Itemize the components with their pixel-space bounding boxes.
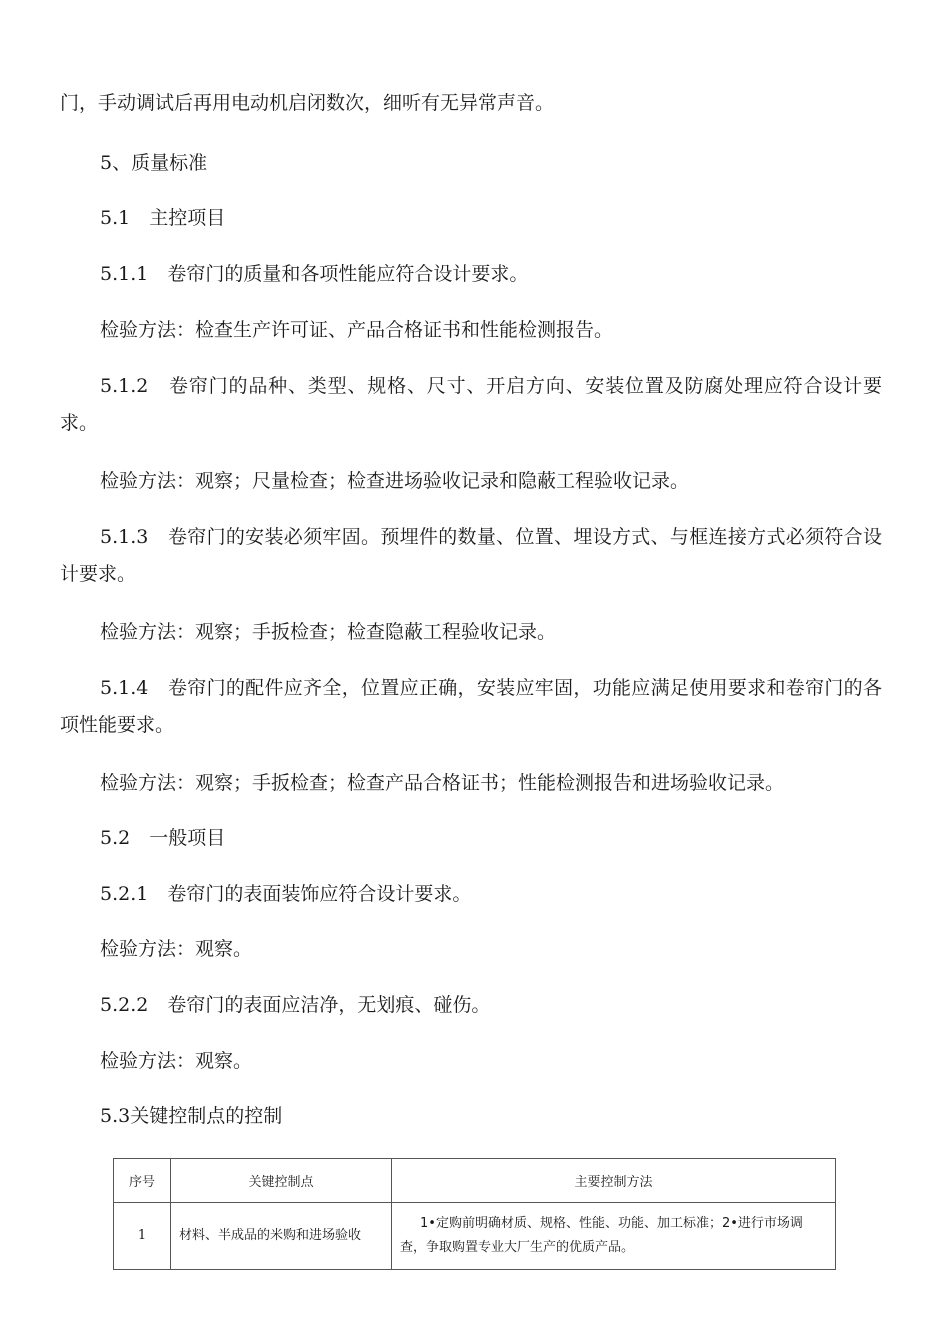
- inspection-method: 检验方法：观察。: [100, 1050, 253, 1072]
- key-control-table: [113, 1158, 836, 1270]
- clause-text: 5.1.3 卷帘门的安装必须牢固。预埋件的数量、位置、埋设方式、与框连接方式必须符合设计要求。: [60, 526, 882, 585]
- inspection-method: 检验方法：观察；手扳检查；检查产品合格证书；性能检测报告和进场验收记录。: [100, 772, 785, 794]
- header-control-method: 主要控制方法: [392, 1159, 836, 1203]
- table-header-row: [114, 1159, 836, 1203]
- clause-text: 5.1.2 卷帘门的品种、类型、规格、尺寸、开启方向、安装位置及防腐处理应符合设计要求。: [60, 375, 882, 434]
- clause-text: 5.1.4 卷帘门的配件应齐全，位置应正确，安装应牢固，功能应满足使用要求和卷帘门的各项性能要求。: [60, 677, 882, 736]
- clause-text: 5.1.1 卷帘门的质量和各项性能应符合设计要求。: [100, 263, 529, 285]
- header-no: 序号: [114, 1159, 171, 1203]
- cell-control-method: 1•定购前明确材质、规格、性能、功能、加工标准；2•进行市场调查，争取购置专业大厂生产的优质产品。: [392, 1203, 836, 1270]
- subsection-heading: 5.1 主控项目: [100, 207, 226, 229]
- header-control-point: 关键控制点: [171, 1159, 392, 1203]
- clause-text: 5.2.2 卷帘门的表面应洁净，无划痕、碰伤。: [100, 994, 491, 1016]
- inspection-method: 检验方法：观察。: [100, 938, 253, 960]
- section-heading: 5、质量标准: [100, 152, 208, 174]
- inspection-method: 检验方法：观察；手扳检查；检查隐蔽工程验收记录。: [100, 621, 557, 643]
- text-line: 门，手动调试后再用电动机启闭数次，细听有无异常声音。: [60, 92, 555, 114]
- cell-control-point: 材料、半成品的米购和进场验收: [171, 1203, 392, 1270]
- cell-no: 1: [114, 1203, 171, 1270]
- inspection-method: 检验方法：检查生产许可证、产品合格证书和性能检测报告。: [100, 319, 614, 341]
- subsection-heading: 5.2 一般项目: [100, 827, 226, 849]
- subsection-heading: 5.3关键控制点的控制: [100, 1105, 283, 1127]
- table-row: [114, 1203, 836, 1270]
- clause-text: 5.2.1 卷帘门的表面装饰应符合设计要求。: [100, 883, 472, 905]
- inspection-method: 检验方法：观察；尺量检查；检查进场验收记录和隐蔽工程验收记录。: [100, 470, 690, 492]
